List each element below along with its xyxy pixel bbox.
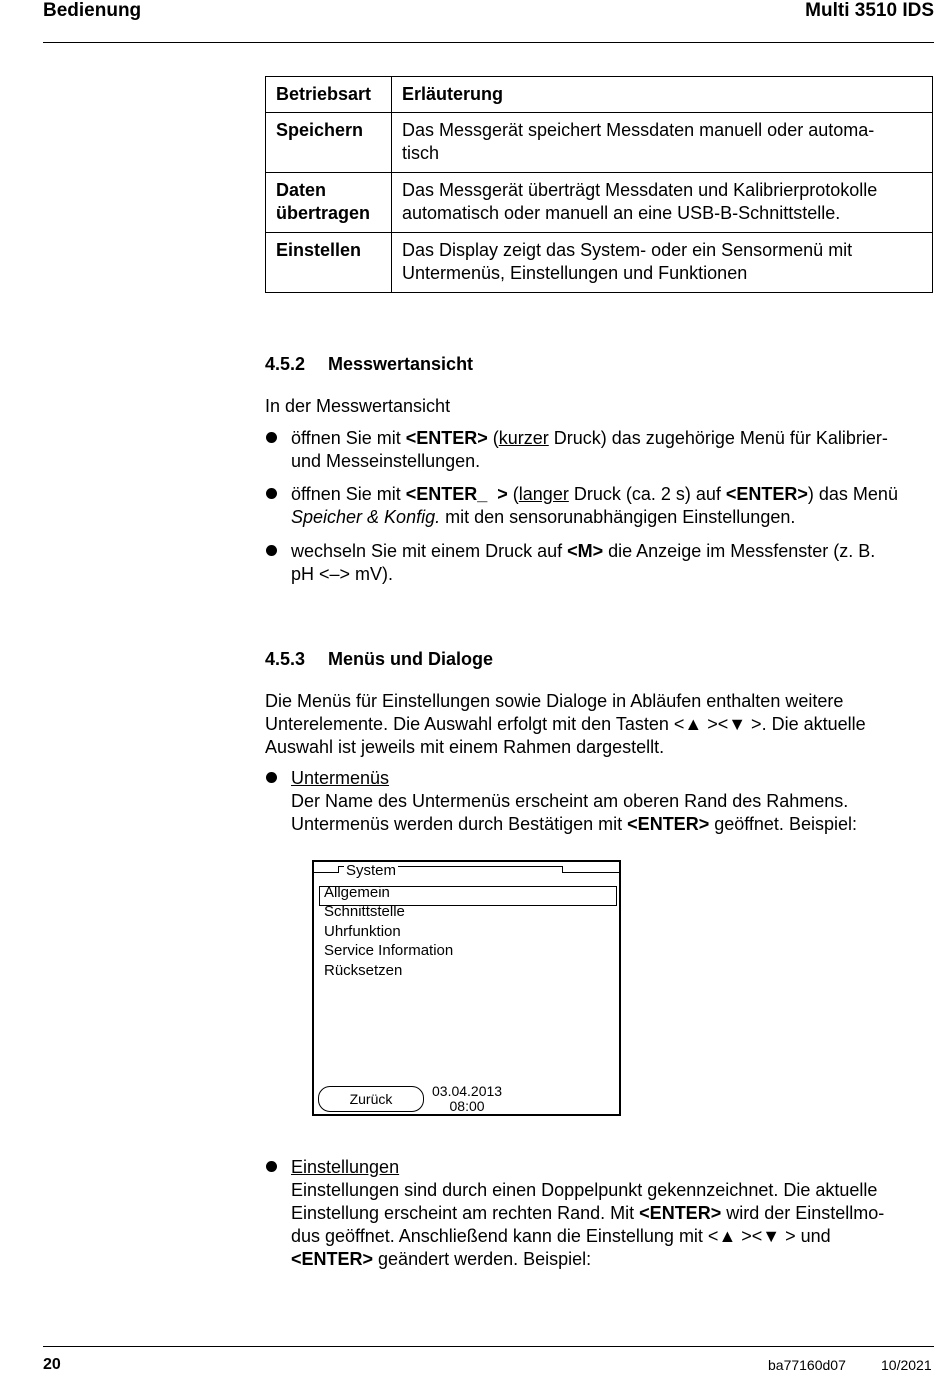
settings-heading: Einstellungen bbox=[291, 1157, 400, 1177]
running-header-right: Multi 3510 IDS bbox=[805, 0, 934, 21]
menu-item-uhrfunktion[interactable]: Uhrfunktion bbox=[324, 923, 401, 940]
title-frame-line bbox=[314, 872, 338, 873]
section-title: Messwertansicht bbox=[328, 354, 474, 374]
description-cell: Das Display zeigt das System- oder ein Sensormenü mit Untermenüs, Einstellungen und Funktionen bbox=[392, 233, 933, 293]
title-frame-line bbox=[562, 872, 621, 873]
intro-text: In der Messwertansicht bbox=[265, 396, 451, 416]
bullet-icon bbox=[266, 432, 277, 443]
table-row bbox=[266, 233, 933, 293]
bullet-item-long-press: öffnen Sie mit <ENTER_ > (langer Druck (ca. 2 s) auf <ENTER>) das Menü Speicher & Konfig. mit den sensorunabhängigen Einstellungen. bbox=[291, 484, 898, 527]
datetime-readout bbox=[432, 1084, 502, 1114]
menu-item-service-information[interactable]: Service Information bbox=[324, 942, 454, 959]
submenus-heading: Untermenüs bbox=[291, 768, 390, 788]
title-frame-line bbox=[338, 866, 339, 873]
device-display-screenshot bbox=[312, 860, 621, 1116]
page-number: 20 bbox=[43, 1356, 61, 1373]
section-title: Menüs und Dialoge bbox=[328, 649, 494, 669]
operating-modes-table bbox=[265, 76, 933, 293]
bullet-icon bbox=[266, 772, 277, 783]
document-date: 10/2021 bbox=[881, 1357, 932, 1373]
footer-rule bbox=[43, 1346, 934, 1347]
bullet-item-submenus: Untermenüs Der Name des Untermenüs erscheint am oberen Rand des Rahmens. Untermenüs werden durch Bestätigen mit <ENTER> geöffnet. Beispiel: bbox=[291, 768, 857, 834]
menu-item-ruecksetzen[interactable]: Rücksetzen bbox=[324, 962, 403, 979]
table-row bbox=[266, 173, 933, 233]
mode-cell: Einstellen bbox=[266, 233, 392, 293]
header-rule bbox=[43, 42, 934, 43]
section-number: 4.5.2 bbox=[265, 354, 306, 374]
mode-cell: Daten übertragen bbox=[266, 173, 392, 233]
menu-item-schnittstelle[interactable]: Schnittstelle bbox=[324, 903, 405, 920]
section-heading-4-5-3 bbox=[265, 649, 493, 670]
table-header-row bbox=[266, 77, 933, 113]
description-cell: Das Messgerät überträgt Messdaten und Kalibrierprotokolle automatisch oder manuell an eine USB-B-Schnittstelle. bbox=[392, 173, 933, 233]
bullet-item-short-press: öffnen Sie mit <ENTER> (kurzer Druck) das zugehörige Menü für Kalibrier- und Messeinstellungen. bbox=[291, 428, 888, 471]
bullet-icon bbox=[266, 488, 277, 499]
bullet-item-m-key: wechseln Sie mit einem Druck auf <M> die Anzeige im Messfenster (z. B. pH <–> mV). bbox=[291, 541, 876, 584]
section-number: 4.5.3 bbox=[265, 649, 306, 669]
bullet-icon bbox=[266, 545, 277, 556]
date-readout: 03.04.2013 bbox=[432, 1083, 503, 1099]
table-row bbox=[266, 113, 933, 173]
mode-cell: Speichern bbox=[266, 113, 392, 173]
back-softkey-button[interactable]: Zurück bbox=[318, 1086, 424, 1112]
bullet-item-settings: Einstellungen Einstellungen sind durch einen Doppelpunkt gekennzeichnet. Die aktuelle Einstellung erscheint am rechten Rand. Mit <ENTER> wird der Einstellmo- dus geöffnet. Anschließend kann die Einstellung mit <▲ ><▼ > und <ENTER> geändert werden. Beispiel: bbox=[291, 1157, 885, 1269]
description-cell: Das Messgerät speichert Messdaten manuell oder automa- tisch bbox=[392, 113, 933, 173]
time-readout: 08:00 bbox=[449, 1098, 485, 1114]
menu-title: System bbox=[346, 862, 397, 879]
menu-item-allgemein[interactable]: Allgemein bbox=[324, 884, 390, 901]
menus-intro-paragraph: Die Menüs für Einstellungen sowie Dialoge in Abläufen enthalten weitere Unterelemente. Die Auswahl erfolgt mit den Tasten <▲ ><▼ >. Die aktuelle Auswahl ist jeweils mit einem Rahmen dargestellt. bbox=[265, 691, 866, 757]
column-header-explanation: Erläuterung bbox=[392, 77, 933, 113]
bullet-icon bbox=[266, 1161, 277, 1172]
column-header-mode: Betriebsart bbox=[266, 77, 392, 113]
section-heading-4-5-2 bbox=[265, 354, 473, 375]
document-id: ba77160d07 bbox=[768, 1357, 846, 1373]
running-header-left: Bedienung bbox=[43, 0, 142, 21]
